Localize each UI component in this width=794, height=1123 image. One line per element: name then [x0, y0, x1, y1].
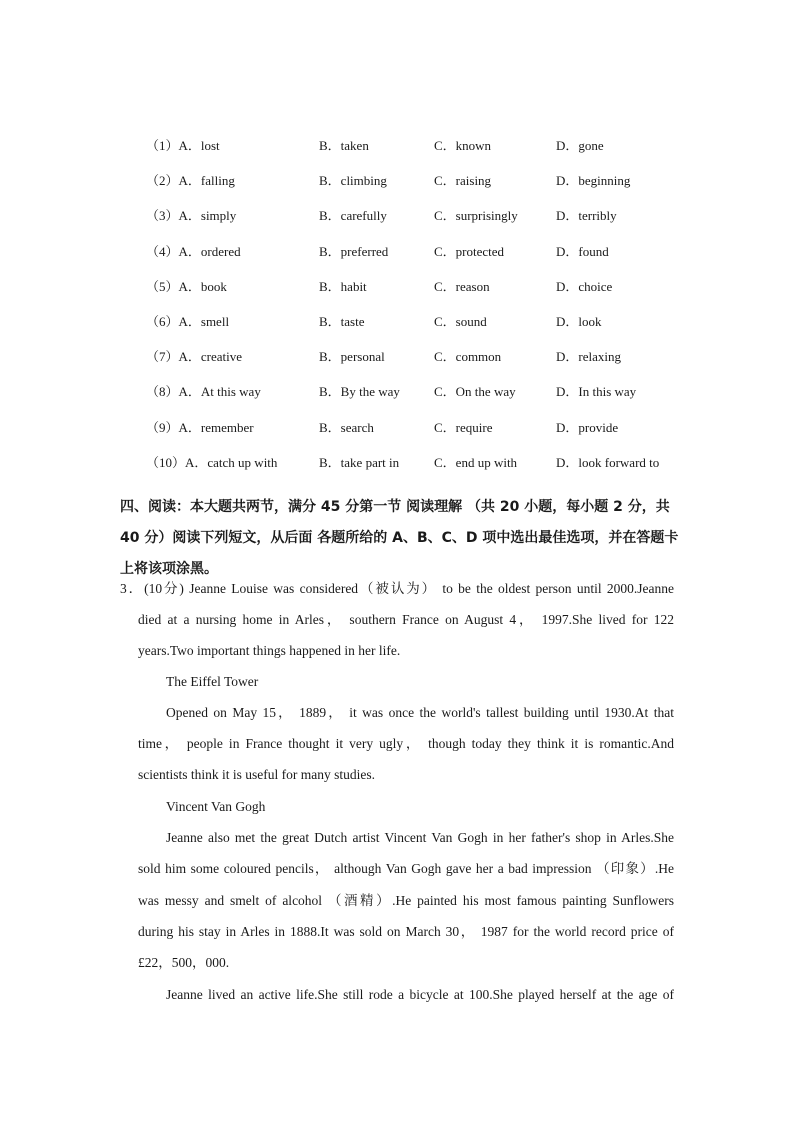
option-row	[0, 346, 794, 368]
option-number-a: （9）A．remember	[146, 420, 254, 435]
option-d: D．found	[556, 244, 609, 259]
passage-line: Opened on May 15， 1889， it was once the world's tallest building until 1930.At that	[166, 705, 674, 720]
option-row	[0, 311, 794, 333]
passage-line: scientists think it is useful for many studies.	[138, 767, 375, 782]
option-row	[0, 276, 794, 298]
option-b: B．taken	[319, 138, 369, 153]
option-row	[0, 381, 794, 403]
option-number-a: （8）A．At this way	[146, 384, 261, 399]
option-c: C．known	[434, 138, 492, 153]
subheading-van-gogh: Vincent Van Gogh	[166, 799, 266, 814]
option-number-a: （10）A．catch up with	[146, 455, 278, 470]
option-d: D．look forward to	[556, 455, 660, 470]
option-row	[0, 170, 794, 192]
option-b: B．habit	[319, 279, 367, 294]
option-c: C．On the way	[434, 384, 516, 399]
option-row	[0, 205, 794, 227]
option-d: D．terribly	[556, 208, 617, 223]
option-d: D．look	[556, 314, 602, 329]
option-c: C．reason	[434, 279, 490, 294]
section-heading	[120, 492, 680, 585]
section-heading-line: 40 分）阅读下列短文，从后面 各题所给的 A、B、C、D 项中选出最佳选项，并在答题卡	[120, 530, 679, 546]
option-number-a: （4）A．ordered	[146, 244, 241, 259]
option-b: B．carefully	[319, 208, 387, 223]
option-number-a: （5）A．book	[146, 279, 227, 294]
option-b: B．personal	[319, 349, 385, 364]
option-b: B．climbing	[319, 173, 387, 188]
option-row	[0, 417, 794, 439]
passage-line: during his stay in Arles in 1888.It was sold on March 30， 1987 for the world record price of	[138, 924, 674, 939]
option-d: D．beginning	[556, 173, 631, 188]
option-b: B．taste	[319, 314, 365, 329]
passage-line: years.Two important things happened in her life.	[138, 643, 401, 658]
section-heading-line: 四、阅读：本大题共两节，满分 45 分第一节 阅读理解 （共 20 小题，每小题 2 分，共	[120, 499, 670, 515]
option-c: C．end up with	[434, 455, 518, 470]
option-c: C．common	[434, 349, 502, 364]
subheading-eiffel-tower: The Eiffel Tower	[166, 674, 259, 689]
option-number-a: （1）A．lost	[146, 138, 220, 153]
option-row	[0, 452, 794, 474]
passage-line: Jeanne lived an active life.She still rode a bicycle at 100.She played herself at the age of	[166, 987, 674, 1002]
option-b: B．By the way	[319, 384, 400, 399]
option-c: C．protected	[434, 244, 505, 259]
option-c: C．raising	[434, 173, 492, 188]
option-number-a: （6）A．smell	[146, 314, 230, 329]
passage-line: Jeanne also met the great Dutch artist Vincent Van Gogh in her father's shop in Arles.She	[166, 830, 674, 845]
passage-line: time， people in France thought it very ugly， though today they think it is romantic.And	[138, 736, 674, 751]
question-stem: 3．(10分) Jeanne Louise was considered（被认为） to be the oldest person until 2000.Jeanne	[120, 581, 674, 596]
option-b: B．preferred	[319, 244, 389, 259]
option-number-a: （3）A．simply	[146, 208, 237, 223]
option-d: D．choice	[556, 279, 613, 294]
option-b: B．search	[319, 420, 374, 435]
option-d: D．gone	[556, 138, 604, 153]
passage-line: sold him some coloured pencils， although Van Gogh gave her a bad impression （印象）.He	[138, 861, 674, 876]
option-number-a: （2）A．falling	[146, 173, 235, 188]
option-c: C．surprisingly	[434, 208, 518, 223]
passage-line: £22，500，000.	[138, 955, 230, 970]
option-c: C．sound	[434, 314, 487, 329]
passage-line: died at a nursing home in Arles， southern France on August 4， 1997.She lived for 122	[138, 612, 674, 627]
option-row	[0, 135, 794, 157]
option-b: B．take part in	[319, 455, 400, 470]
option-row	[0, 241, 794, 263]
section-heading-line: 上将该项涂黑。	[120, 561, 218, 577]
option-d: D．relaxing	[556, 349, 621, 364]
option-d: D．In this way	[556, 384, 637, 399]
option-d: D．provide	[556, 420, 619, 435]
option-c: C．require	[434, 420, 493, 435]
option-number-a: （7）A．creative	[146, 349, 243, 364]
passage-line: was messy and smelt of alcohol （酒精）.He painted his most famous painting Sunflowers	[138, 893, 674, 908]
